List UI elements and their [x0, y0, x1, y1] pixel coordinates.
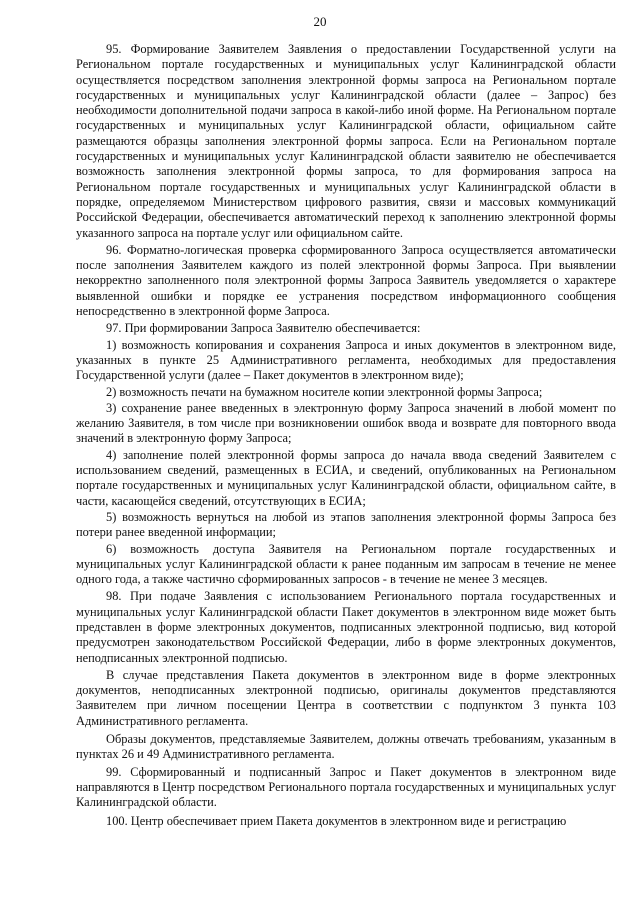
list-item-97-6: 6) возможность доступа Заявителя на Региональном портале государственных и муниципальных услуг Калининградской области к ранее поданным им запросам в течение не менее одного года, а также частично сформированных запросов - в течение не менее 3 месяцев.: [76, 541, 616, 587]
paragraph-95: 95. Формирование Заявителем Заявления о предоставлении Государственной услуги на Региональном портале государственных и муниципальных услуг Калининградской области осуществляется посредством заполнения электронной формы запроса на Региональном портале государственных и муниципальных услуг Калининградской области (далее – Запрос) без необходимости дополнительной подачи запроса в какой-либо иной форме. На Региональном портале государственных и муниципальных услуг Калининградской области, официальном сайте размещаются образцы заполнения электронной формы запроса. Если на Региональном портале государственных и муниципальных услуг Калининградской области заявителю не обеспечивается возможность заполнения электронной формы запроса, то для формирования запроса на Региональном портале государственных и муниципальных услуг Калининградской области в порядке, определяемом Министерством цифрового развития, связи и массовых коммуникаций Российской Федерации, обеспечивается автоматический переход к заполнению электронной формы указанного запроса на портале услуг или официальном сайте.: [76, 42, 616, 240]
paragraph-100: 100. Центр обеспечивает прием Пакета документов в электронном виде и регистрацию: [106, 813, 567, 828]
paragraph-98-electronic-unsigned: В случае представления Пакета документов в электронном виде в форме электронных документов, неподписанных электронной подписью, оригиналы документов представляются Заявителем при личном посещении Центра в соответствии с подпунктом 3 пункта 103 Административного регламента.: [76, 667, 616, 728]
list-item-97-3: 3) сохранение ранее введенных в электронную форму Запроса значений в любой момент по желанию Заявителя, в том числе при возникновении ошибок ввода и возврате для повторного ввода значений в электронную форму Запроса;: [76, 400, 616, 446]
paragraph-98: 98. При подаче Заявления с использованием Регионального портала государственных и муниципальных услуг Калининградской области Пакет документов в электронном виде может быть представлен в форме электронных документов, подписанных электронной подписью, вид которой предусмотрен законодательством Российской Федерации, либо в форме электронных документов, неподписанных электронной подписью.: [76, 589, 616, 665]
list-item-97-2: 2) возможность печати на бумажном носителе копии электронной формы Запроса;: [106, 384, 543, 399]
paragraph-96: 96. Форматно-логическая проверка сформированного Запроса осуществляется автоматически после заполнения Заявителем каждого из полей электронной формы Запроса. При выявлении некорректно заполненного поля электронной формы Запроса Заявитель уведомляется о характере выявленной ошибки и порядке ее устранения посредством информационного сообщения непосредственно в электронной форме Запроса.: [76, 242, 616, 319]
list-item-97-5: 5) возможность вернуться на любой из этапов заполнения электронной формы Запроса без потери ранее введенной информации;: [76, 509, 616, 540]
document-body: [76, 42, 616, 831]
page-number: 20: [313, 14, 327, 29]
list-item-97-1: 1) возможность копирования и сохранения Запроса и иных документов в электронном виде, указанных в пункте 25 Административного регламента, необходимых для предоставления Государственной услуги (далее – Пакет документов в электронном виде);: [76, 337, 616, 383]
paragraph-99: 99. Сформированный и подписанный Запрос и Пакет документов в электронном виде направляются в Центр посредством Регионального портала государственных и муниципальных услуг Калининградской области.: [76, 764, 616, 810]
paragraph-97: 97. При формировании Запроса Заявителю обеспечивается:: [106, 321, 421, 336]
list-item-97-4: 4) заполнение полей электронной формы запроса до начала ввода сведений Заявителем с использованием сведений, размещенных в ЕСИА, и сведений, опубликованных на Региональном портале государственных и муниципальных услуг Калининградской области, официальном сайте, в части, касающейся сведений, отсутствующих в ЕСИА;: [76, 447, 616, 508]
paragraph-98-document-images: Образы документов, представляемые Заявителем, должны отвечать требованиям, указанным в пунктах 26 и 49 Административного регламента.: [76, 732, 616, 762]
